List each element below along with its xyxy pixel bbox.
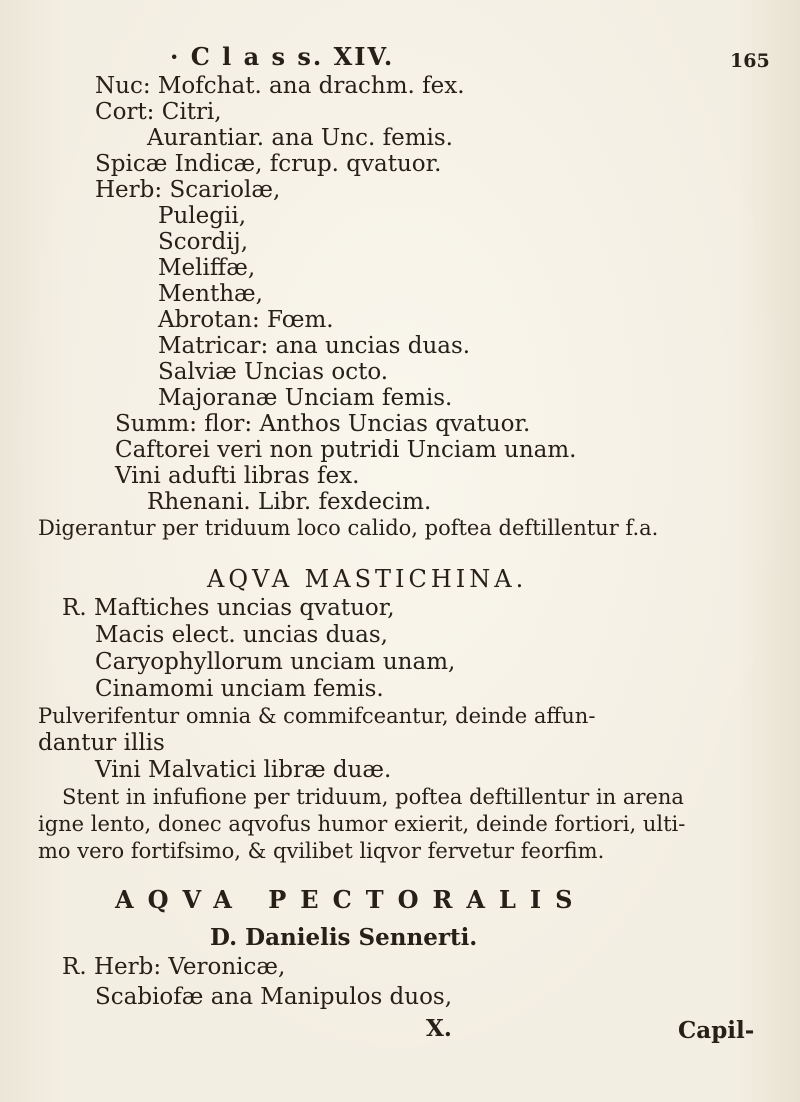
text-line: Salviæ Uncias octo. <box>158 359 389 385</box>
text-line: Herb: Scariolæ, <box>95 177 281 203</box>
text-line: Scordij, <box>158 229 249 255</box>
section-title: AQVA MASTICHINA. <box>207 565 528 593</box>
section-subtitle: D. Danielis Sennerti. <box>210 924 478 951</box>
text-line: mo vero fortifsimo, & qvilibet liqvor fervetur feorfim. <box>38 839 605 863</box>
text-line: Abrotan: Fœm. <box>158 307 334 333</box>
page-number: 165 <box>730 50 770 72</box>
signature-mark: X. <box>426 1015 452 1042</box>
text-line: Caryophyllorum unciam unam, <box>95 649 456 675</box>
text-line: Scabiofæ ana Manipulos duos, <box>95 984 453 1010</box>
running-title: · C l a s s. XIV. <box>170 42 395 71</box>
text-line: Majoranæ Unciam femis. <box>158 385 453 411</box>
text-line: R. Herb: Veronicæ, <box>62 954 286 980</box>
text-line: Pulegii, <box>158 203 247 229</box>
text-line: Cinamomi unciam femis. <box>95 676 384 702</box>
text-line: Spicæ Indicæ, fcrup. qvatuor. <box>95 151 442 177</box>
section-title: AQVA PECTORALIS <box>115 885 587 914</box>
text-line: Matricar: ana uncias duas. <box>158 333 471 359</box>
text-line: Summ: flor: Anthos Uncias qvatuor. <box>115 411 531 437</box>
text-line: Cort: Citri, <box>95 99 222 125</box>
text-line: Menthæ, <box>158 281 263 307</box>
text-line: dantur illis <box>38 730 165 756</box>
text-line: Rhenani. Libr. fexdecim. <box>147 489 432 515</box>
text-line: Macis elect. uncias duas, <box>95 622 388 648</box>
text-line: R. Maftiches uncias qvatuor, <box>62 595 395 621</box>
text-line: Pulverifentur omnia & commifceantur, deinde affun- <box>38 704 596 728</box>
text-line: Aurantiar. ana Unc. femis. <box>147 125 453 151</box>
text-line: Stent in infufione per triduum, poftea deftillentur in arena <box>62 785 684 809</box>
catchword: Capil- <box>678 1017 755 1044</box>
text-line: igne lento, donec aqvofus humor exierit, deinde fortiori, ulti- <box>38 812 686 836</box>
text-line: Vini adufti libras fex. <box>115 463 360 489</box>
text-line: Meliffæ, <box>158 255 256 281</box>
text-line: Vini Malvatici libræ duæ. <box>95 757 392 783</box>
text-line: Caftorei veri non putridi Unciam unam. <box>115 437 577 463</box>
text-line: Digerantur per triduum loco calido, poftea deftillentur f.a. <box>38 516 659 540</box>
text-line: Nuc: Mofchat. ana drachm. fex. <box>95 73 465 99</box>
